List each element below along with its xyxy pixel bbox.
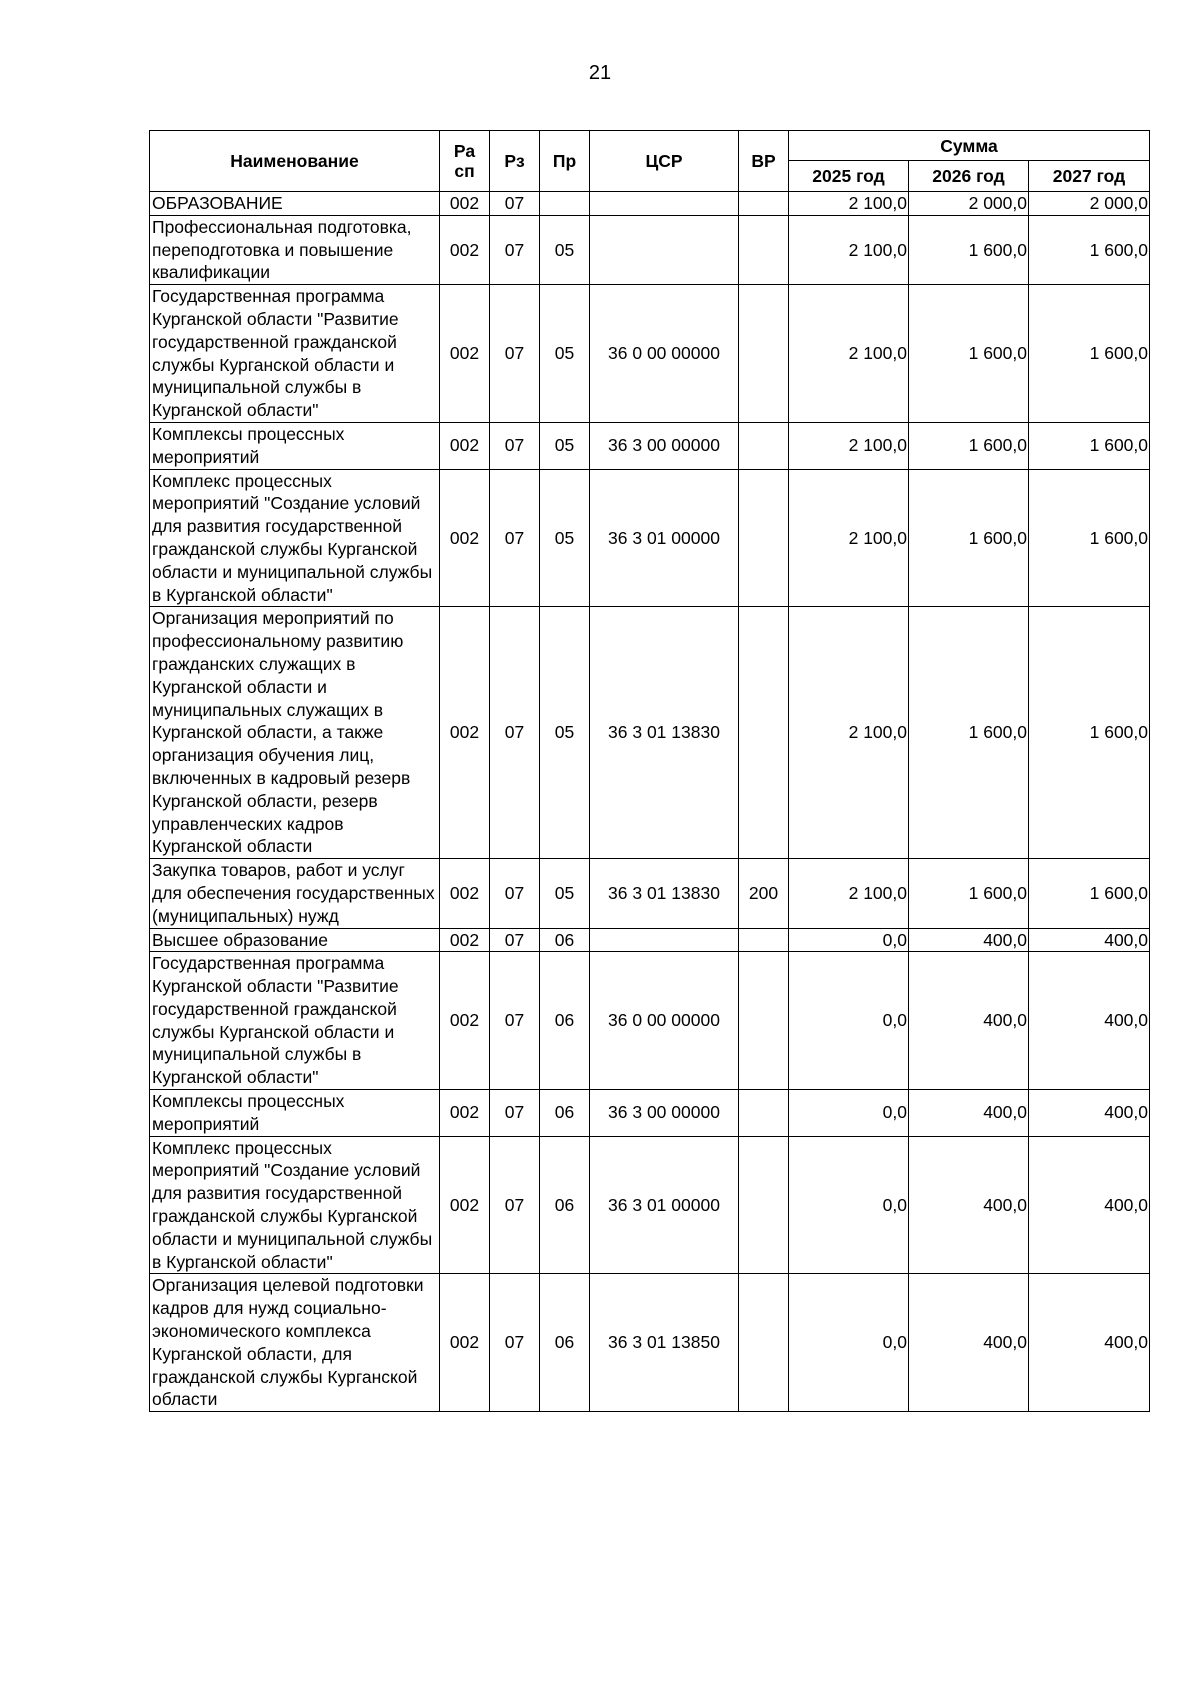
row-2025: 2 100,0 bbox=[789, 215, 909, 284]
row-2025: 0,0 bbox=[789, 1090, 909, 1137]
row-name: Закупка товаров, работ и услуг для обеспечения государственных (муниципальных) нужд bbox=[150, 859, 440, 928]
row-name: Комплекс процессных мероприятий "Создание условий для развития государственной гражданской службы Курганской области и муниципальной службы в Курганской области" bbox=[150, 1136, 440, 1274]
row-pr: 06 bbox=[540, 1136, 590, 1274]
row-rasp: 002 bbox=[440, 859, 490, 928]
row-rasp: 002 bbox=[440, 1090, 490, 1137]
row-pr bbox=[540, 192, 590, 216]
row-2027: 1 600,0 bbox=[1029, 469, 1150, 607]
row-name: Организация мероприятий по профессиональному развитию гражданских служащих в Курганской области и муниципальных служащих в Курганской области, а также организация обучения лиц, включенных в кадровый резерв Курганской области, резерв управленческих кадров Курганской области bbox=[150, 607, 440, 859]
row-vr bbox=[739, 1090, 789, 1137]
row-csr bbox=[590, 215, 739, 284]
row-pr: 05 bbox=[540, 607, 590, 859]
header-rasp: Ра сп bbox=[440, 131, 490, 192]
row-2025: 0,0 bbox=[789, 952, 909, 1090]
row-csr: 36 3 00 00000 bbox=[590, 422, 739, 469]
table-row bbox=[150, 607, 1150, 859]
row-pr: 06 bbox=[540, 1090, 590, 1137]
header-2027: 2027 год bbox=[1029, 161, 1150, 192]
row-2027: 1 600,0 bbox=[1029, 607, 1150, 859]
row-vr bbox=[739, 928, 789, 952]
table-row bbox=[150, 952, 1150, 1090]
row-2027: 2 000,0 bbox=[1029, 192, 1150, 216]
row-vr: 200 bbox=[739, 859, 789, 928]
header-name: Наименование bbox=[150, 131, 440, 192]
row-2027: 1 600,0 bbox=[1029, 215, 1150, 284]
table-row bbox=[150, 928, 1150, 952]
row-rz: 07 bbox=[490, 607, 540, 859]
row-csr: 36 0 00 00000 bbox=[590, 952, 739, 1090]
row-2025: 0,0 bbox=[789, 1274, 909, 1412]
row-2026: 1 600,0 bbox=[909, 422, 1029, 469]
row-2027: 400,0 bbox=[1029, 1136, 1150, 1274]
row-pr: 06 bbox=[540, 928, 590, 952]
row-2026: 2 000,0 bbox=[909, 192, 1029, 216]
row-rz: 07 bbox=[490, 192, 540, 216]
row-2025: 0,0 bbox=[789, 928, 909, 952]
row-2026: 1 600,0 bbox=[909, 215, 1029, 284]
table-body bbox=[150, 192, 1150, 1412]
row-2027: 400,0 bbox=[1029, 928, 1150, 952]
row-vr bbox=[739, 215, 789, 284]
row-rasp: 002 bbox=[440, 422, 490, 469]
header-csr: ЦСР bbox=[590, 131, 739, 192]
row-name: Высшее образование bbox=[150, 928, 440, 952]
row-csr: 36 3 01 13830 bbox=[590, 607, 739, 859]
row-rz: 07 bbox=[490, 859, 540, 928]
row-csr bbox=[590, 928, 739, 952]
row-2026: 400,0 bbox=[909, 928, 1029, 952]
header-2025: 2025 год bbox=[789, 161, 909, 192]
row-csr: 36 3 00 00000 bbox=[590, 1090, 739, 1137]
row-rasp: 002 bbox=[440, 1136, 490, 1274]
row-2027: 1 600,0 bbox=[1029, 422, 1150, 469]
row-pr: 06 bbox=[540, 1274, 590, 1412]
row-2027: 1 600,0 bbox=[1029, 859, 1150, 928]
row-name: ОБРАЗОВАНИЕ bbox=[150, 192, 440, 216]
budget-table bbox=[149, 130, 1150, 1412]
row-name: Комплексы процессных мероприятий bbox=[150, 422, 440, 469]
row-2026: 1 600,0 bbox=[909, 285, 1029, 423]
row-pr: 05 bbox=[540, 215, 590, 284]
row-vr bbox=[739, 1274, 789, 1412]
row-name: Комплекс процессных мероприятий "Создание условий для развития государственной гражданской службы Курганской области и муниципальной службы в Курганской области" bbox=[150, 469, 440, 607]
row-csr: 36 3 01 13830 bbox=[590, 859, 739, 928]
row-vr bbox=[739, 607, 789, 859]
row-rz: 07 bbox=[490, 928, 540, 952]
row-2025: 2 100,0 bbox=[789, 192, 909, 216]
table-row bbox=[150, 1090, 1150, 1137]
row-2027: 400,0 bbox=[1029, 1090, 1150, 1137]
page-number: 21 bbox=[588, 62, 612, 84]
row-rasp: 002 bbox=[440, 928, 490, 952]
row-vr bbox=[739, 1136, 789, 1274]
row-vr bbox=[739, 952, 789, 1090]
row-2026: 400,0 bbox=[909, 1090, 1029, 1137]
row-2025: 2 100,0 bbox=[789, 859, 909, 928]
row-csr: 36 3 01 13850 bbox=[590, 1274, 739, 1412]
row-rz: 07 bbox=[490, 422, 540, 469]
row-2026: 400,0 bbox=[909, 952, 1029, 1090]
header-2026: 2026 год bbox=[909, 161, 1029, 192]
table-row bbox=[150, 859, 1150, 928]
row-rasp: 002 bbox=[440, 285, 490, 423]
row-name: Профессиональная подготовка, переподготовка и повышение квалификации bbox=[150, 215, 440, 284]
row-rz: 07 bbox=[490, 1090, 540, 1137]
table-row bbox=[150, 1136, 1150, 1274]
row-rz: 07 bbox=[490, 1274, 540, 1412]
row-csr: 36 3 01 00000 bbox=[590, 1136, 739, 1274]
table-row bbox=[150, 192, 1150, 216]
row-2027: 400,0 bbox=[1029, 1274, 1150, 1412]
row-csr bbox=[590, 192, 739, 216]
row-rasp: 002 bbox=[440, 952, 490, 1090]
row-rasp: 002 bbox=[440, 192, 490, 216]
row-pr: 05 bbox=[540, 859, 590, 928]
row-pr: 05 bbox=[540, 422, 590, 469]
row-name: Комплексы процессных мероприятий bbox=[150, 1090, 440, 1137]
table-row bbox=[150, 422, 1150, 469]
row-csr: 36 3 01 00000 bbox=[590, 469, 739, 607]
header-rz: Рз bbox=[490, 131, 540, 192]
row-vr bbox=[739, 285, 789, 423]
table-row bbox=[150, 469, 1150, 607]
row-name: Организация целевой подготовки кадров для нужд социально-экономического комплекса Курганской области, для гражданской службы Курганской области bbox=[150, 1274, 440, 1412]
table-row bbox=[150, 215, 1150, 284]
row-vr bbox=[739, 192, 789, 216]
row-2026: 1 600,0 bbox=[909, 859, 1029, 928]
row-2027: 400,0 bbox=[1029, 952, 1150, 1090]
row-name: Государственная программа Курганской области "Развитие государственной гражданской службы Курганской области и муниципальной службы в Курганской области" bbox=[150, 952, 440, 1090]
row-2026: 1 600,0 bbox=[909, 607, 1029, 859]
table-row bbox=[150, 285, 1150, 423]
row-2025: 2 100,0 bbox=[789, 469, 909, 607]
row-rz: 07 bbox=[490, 952, 540, 1090]
row-rasp: 002 bbox=[440, 1274, 490, 1412]
row-pr: 06 bbox=[540, 952, 590, 1090]
row-rasp: 002 bbox=[440, 469, 490, 607]
row-2025: 2 100,0 bbox=[789, 285, 909, 423]
header-vr: ВР bbox=[739, 131, 789, 192]
row-rz: 07 bbox=[490, 215, 540, 284]
row-2026: 400,0 bbox=[909, 1136, 1029, 1274]
row-vr bbox=[739, 469, 789, 607]
row-2027: 1 600,0 bbox=[1029, 285, 1150, 423]
row-rasp: 002 bbox=[440, 215, 490, 284]
header-pr: Пр bbox=[540, 131, 590, 192]
table-header bbox=[150, 131, 1150, 192]
row-2025: 2 100,0 bbox=[789, 422, 909, 469]
row-csr: 36 0 00 00000 bbox=[590, 285, 739, 423]
row-vr bbox=[739, 422, 789, 469]
table-row bbox=[150, 1274, 1150, 1412]
row-rz: 07 bbox=[490, 285, 540, 423]
row-rasp: 002 bbox=[440, 607, 490, 859]
header-summa: Сумма bbox=[789, 131, 1150, 161]
row-name: Государственная программа Курганской области "Развитие государственной гражданской службы Курганской области и муниципальной службы в Курганской области" bbox=[150, 285, 440, 423]
row-pr: 05 bbox=[540, 285, 590, 423]
row-2025: 2 100,0 bbox=[789, 607, 909, 859]
row-rz: 07 bbox=[490, 469, 540, 607]
row-2026: 1 600,0 bbox=[909, 469, 1029, 607]
row-2025: 0,0 bbox=[789, 1136, 909, 1274]
row-2026: 400,0 bbox=[909, 1274, 1029, 1412]
row-rz: 07 bbox=[490, 1136, 540, 1274]
row-pr: 05 bbox=[540, 469, 590, 607]
